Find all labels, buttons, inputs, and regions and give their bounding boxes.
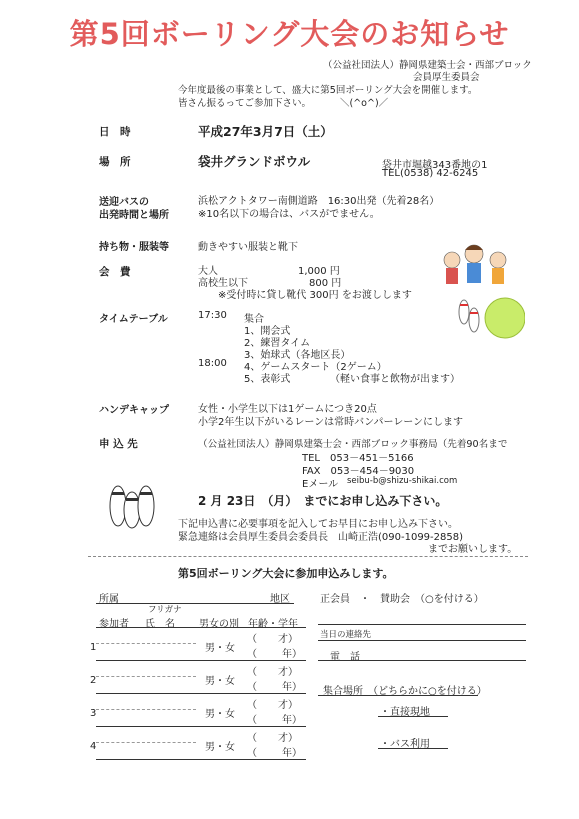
intro-line-1: 今年度最後の事業として、盛大に第5回ボーリング大会を開催します。 — [178, 85, 478, 96]
apply-email[interactable]: seibu-b@shizu-shikai.com — [347, 476, 458, 486]
member-line — [318, 624, 526, 625]
fee-adult: 大人 — [198, 266, 218, 277]
meeting-line — [318, 695, 478, 696]
note-3: までお願いします。 — [428, 544, 518, 555]
divider — [88, 556, 528, 557]
place-value: 袋井グランドボウル — [198, 154, 311, 169]
form-name-label: 氏 名 — [145, 619, 175, 630]
bus-label-1: 送迎バスの — [99, 197, 149, 208]
form-participant-label: 参加者 — [99, 619, 129, 630]
meeting-option-bus-line — [378, 748, 448, 749]
age-open-2: （ — [247, 649, 257, 660]
timetable-item-5: 5、表彰式 — [244, 374, 291, 385]
row-top-line — [96, 693, 306, 694]
name-divider — [96, 643, 196, 644]
form-district-label: 地区 — [270, 594, 290, 605]
gender-option[interactable]: 男・女 — [205, 676, 235, 687]
organizer-line-1: （公益社団法人）静岡県建築士会・西部ブロック — [323, 60, 532, 71]
age-open-2: （ — [247, 715, 257, 726]
fee-adult-amount: 1,000 円 — [298, 266, 340, 277]
place-tel: TEL(0538) 42-6245 — [382, 168, 479, 179]
timetable-time-1: 17:30 — [198, 310, 227, 321]
handicap-label: ハンデキャップ — [99, 405, 169, 416]
kids-group-icon — [444, 245, 506, 284]
place-address: 袋井市堀越343番地の1 — [382, 160, 488, 171]
age-nen: 年） — [282, 649, 302, 660]
affiliation-underline — [96, 603, 294, 604]
pin-icon — [110, 486, 154, 528]
name-divider — [96, 676, 196, 677]
note-2: 緊急連絡は会員厚生委員会委員長 山崎正浩(090-1099-2858) — [178, 532, 464, 543]
items-label: 持ち物・服装等 — [99, 242, 169, 253]
phone-line — [318, 660, 526, 661]
form-age-label: 年齢・学年 — [248, 619, 298, 630]
form-title: 第5回ボーリング大会に参加申込みします。 — [178, 567, 394, 580]
bus-label-2: 出発時間と場所 — [99, 210, 169, 221]
intro-face: ＼(^o^)／ — [340, 98, 389, 109]
date-label: 日 時 — [99, 126, 131, 138]
age-open-1: （ — [247, 667, 257, 678]
bowling-pins-illustration — [100, 480, 160, 530]
apply-tel: TEL 053－451－5166 — [302, 453, 414, 464]
row-number: 1 — [90, 642, 97, 653]
bus-value-2: ※10名以下の場合は、バスがでません。 — [198, 209, 380, 220]
bus-value-1: 浜松アクトタワー南側道路 16:30出発（先着28名） — [198, 196, 440, 207]
fee-student: 高校生以下 — [198, 278, 248, 289]
bowling-ball-icon — [485, 298, 525, 338]
fee-student-amount: 800 円 — [309, 278, 342, 289]
age-open-1: （ — [247, 700, 257, 711]
age-nen: 年） — [282, 748, 302, 759]
meeting-option-direct[interactable]: ・直接現地 — [380, 707, 430, 718]
timetable-label: タイムテーブル — [99, 314, 168, 325]
handicap-value-1: 女性・小学生以下は1ゲームにつき20点 — [198, 404, 377, 415]
row-number: 3 — [90, 708, 97, 719]
pins-icon — [459, 300, 479, 332]
form-furigana-label: フリガナ — [148, 605, 182, 615]
handicap-value-2: 小学2年生以下がいるレーンは常時バンパーレーンにします — [198, 417, 464, 428]
age-open-2: （ — [247, 682, 257, 693]
age-sai: 才） — [278, 733, 298, 744]
name-divider — [96, 709, 196, 710]
name-divider — [96, 742, 196, 743]
rows-bottom-line — [96, 759, 306, 760]
place-label: 場 所 — [99, 156, 131, 168]
age-sai: 才） — [278, 700, 298, 711]
row-number: 2 — [90, 675, 97, 686]
gender-option[interactable]: 男・女 — [205, 709, 235, 720]
phone-label: 電 話 — [330, 652, 360, 663]
items-value: 動きやすい服装と靴下 — [198, 242, 298, 253]
age-nen: 年） — [282, 682, 302, 693]
timetable-item-0: 集合 — [244, 314, 264, 325]
apply-fax: FAX 053－454－9030 — [302, 466, 415, 477]
timetable-item-4: 4、ゲームスタート（2ゲーム） — [244, 362, 387, 373]
timetable-item-1: 1、開会式 — [244, 326, 291, 337]
row-number: 4 — [90, 741, 97, 752]
organizer-line-2: 会員厚生委員会 — [413, 72, 480, 83]
contact-line — [318, 640, 526, 641]
date-value: 平成27年3月7日（土） — [198, 124, 333, 139]
age-open-2: （ — [247, 748, 257, 759]
timetable-item-5-note: （軽い食事と飲物が出ます） — [330, 374, 460, 385]
form-member-type[interactable]: 正会員 ・ 賛助会 （○を付ける） — [320, 594, 484, 605]
meeting-option-direct-line — [378, 716, 448, 717]
row-top-line — [96, 660, 306, 661]
intro-line-2: 皆さん振るってご参加下さい。 — [178, 98, 312, 109]
apply-org: （公益社団法人）静岡県建築士会・西部ブロック事務局（先着90名まで — [198, 439, 508, 450]
timetable-item-3: 3、始球式（各地区長） — [244, 350, 351, 361]
age-sai: 才） — [278, 667, 298, 678]
fee-label: 会 費 — [99, 266, 131, 278]
meeting-label: 集合場所 （どちらかに○を付ける） — [323, 686, 487, 697]
deadline: 2 月 23日 （月） までにお申し込み下さい。 — [198, 494, 448, 508]
meeting-option-bus[interactable]: ・バス利用 — [380, 739, 430, 750]
age-nen: 年） — [282, 715, 302, 726]
timetable-item-2: 2、練習タイム — [244, 338, 311, 349]
row-top-line — [96, 627, 306, 628]
gender-option[interactable]: 男・女 — [205, 742, 235, 753]
age-open-1: （ — [247, 733, 257, 744]
apply-email-label: Eメール — [302, 479, 339, 490]
bowling-kids-illustration — [430, 240, 525, 350]
contact-label: 当日の連絡先 — [320, 630, 372, 640]
fee-note: ※受付時に貸し靴代 300円 をお渡しします — [218, 290, 412, 301]
page-title: 第5回ボーリング大会のお知らせ — [69, 17, 510, 51]
form-affiliation-label: 所属 — [99, 594, 119, 605]
age-sai: 才） — [278, 634, 298, 645]
apply-label: 申 込 先 — [99, 438, 138, 450]
age-open-1: （ — [247, 634, 257, 645]
gender-option[interactable]: 男・女 — [205, 643, 235, 654]
row-top-line — [96, 726, 306, 727]
note-1: 下記申込書に必要事項を記入してお早目にお申し込み下さい。 — [178, 519, 458, 530]
form-gender-label: 男女の別 — [199, 619, 239, 630]
timetable-time-2: 18:00 — [198, 358, 227, 369]
